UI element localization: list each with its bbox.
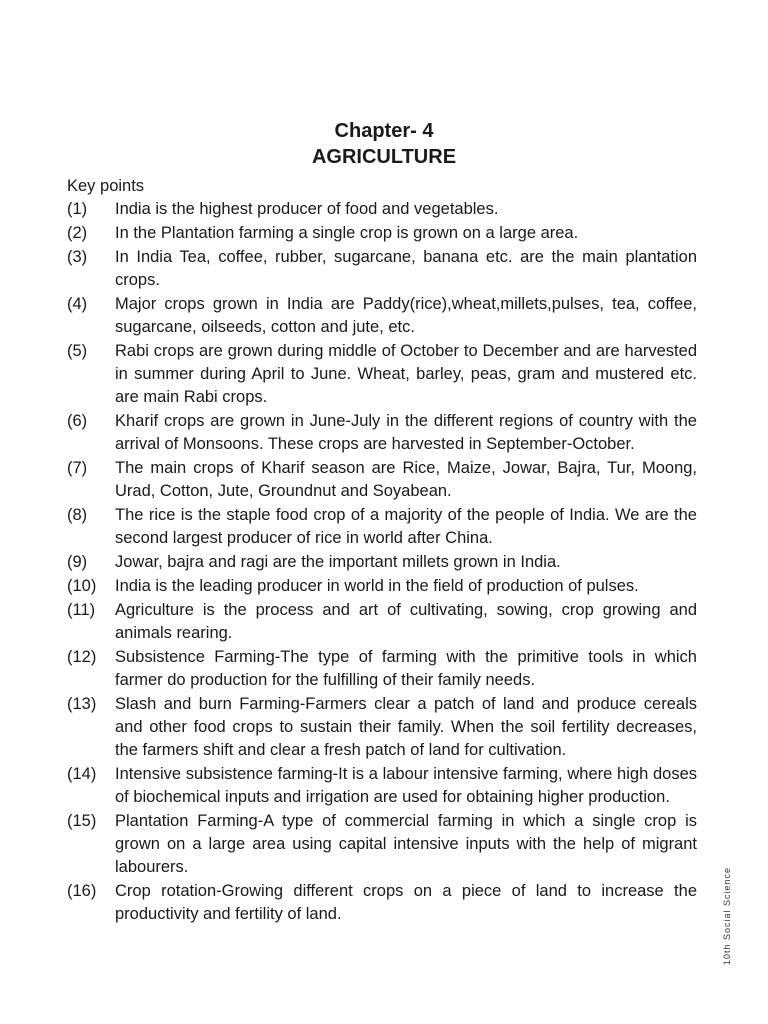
point-number: (14) [67, 765, 97, 783]
point-text: Plantation Farming-A type of commercial farming in which a single crop is grown on a large area using capital intensive inputs with the help of migrant labourers. [115, 812, 697, 876]
point-number: (5) [67, 342, 88, 360]
list-item [67, 880, 697, 926]
list-item [67, 810, 697, 879]
chapter-number: Chapter- 4 [334, 120, 434, 142]
point-number: (13) [67, 695, 97, 713]
list-item [67, 551, 697, 574]
point-text: The main crops of Kharif season are Rice, Maize, Jowar, Bajra, Tur, Moong, Urad, Cotton, Jute, Groundnut and Soyabean. [115, 459, 697, 500]
point-text: In India Tea, coffee, rubber, sugarcane, banana etc. are the main plantation crops. [115, 248, 697, 289]
point-number: (11) [67, 601, 96, 619]
point-text: Crop rotation-Growing different crops on a piece of land to increase the productivity and fertility of land. [115, 882, 697, 923]
point-text: Jowar, bajra and ragi are the important millets grown in India. [115, 553, 561, 571]
list-item [67, 198, 697, 221]
list-item [67, 646, 697, 692]
point-number: (2) [67, 224, 88, 242]
point-number: (3) [67, 248, 88, 266]
point-text: India is the leading producer in world in the field of production of pulses. [115, 577, 639, 595]
point-text: The rice is the staple food crop of a majority of the people of India. We are the second largest producer of rice in world after China. [115, 506, 697, 547]
list-item [67, 246, 697, 292]
point-number: (6) [67, 412, 88, 430]
point-text: India is the highest producer of food and vegetables. [115, 200, 499, 218]
point-number: (12) [67, 648, 97, 666]
chapter-title: AGRICULTURE [311, 146, 457, 168]
key-points-list [67, 198, 697, 927]
list-item [67, 410, 697, 456]
list-item [67, 457, 697, 503]
point-number: (8) [67, 506, 88, 524]
point-text: Slash and burn Farming-Farmers clear a patch of land and produce cereals and other food crops to sustain their family. When the soil fertility decreases, the farmers shift and clear a fresh patch of land for cultivation. [115, 695, 697, 759]
point-text: Intensive subsistence farming-It is a labour intensive farming, where high doses of biochemical inputs and irrigation are used for obtaining higher production. [115, 765, 697, 806]
point-text: Subsistence Farming-The type of farming with the primitive tools in which farmer do production for the fulfilling of their family needs. [115, 648, 697, 689]
point-number: (9) [67, 553, 88, 571]
list-item [67, 504, 697, 550]
point-text: Kharif crops are grown in June-July in the different regions of country with the arrival of Monsoons. These crops are harvested in September-October. [115, 412, 697, 453]
list-item [67, 340, 697, 409]
point-text: Rabi crops are grown during middle of October to December and are harvested in summer during April to June. Wheat, barley, peas, gram and mustered etc. are main Rabi crops. [115, 342, 697, 406]
point-text: In the Plantation farming a single crop is grown on a large area. [115, 224, 579, 242]
point-text: Major crops grown in India are Paddy(rice),wheat,millets,pulses, tea, coffee, sugarcane, oilseeds, cotton and jute, etc. [115, 295, 697, 336]
list-item [67, 293, 697, 339]
list-item [67, 599, 697, 645]
point-number: (10) [67, 577, 97, 595]
key-points-heading: Key points [67, 177, 145, 195]
list-item [67, 222, 697, 245]
point-number: (1) [67, 200, 88, 218]
point-text: Agriculture is the process and art of cultivating, sowing, crop growing and animals rearing. [115, 601, 697, 642]
list-item [67, 693, 697, 762]
point-number: (7) [67, 459, 88, 477]
list-item [67, 763, 697, 809]
point-number: (15) [67, 812, 97, 830]
margin-watermark: 10th Social Science [722, 866, 732, 965]
point-number: (16) [67, 882, 97, 900]
list-item [67, 575, 697, 598]
point-number: (4) [67, 295, 88, 313]
chapter-heading [0, 118, 768, 170]
